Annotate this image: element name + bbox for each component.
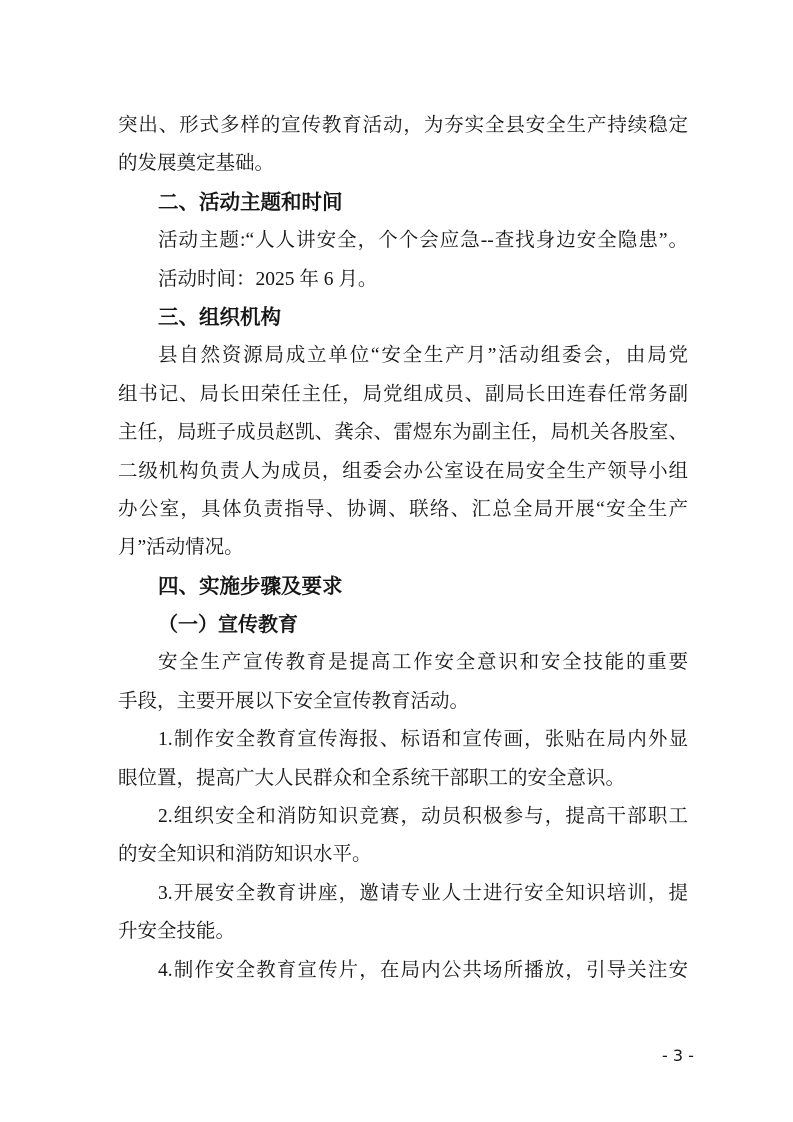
- doc-text-line: 县自然资源局成立单位“安全生产月”活动组委会，由局党: [158, 345, 688, 367]
- doc-text-line: 二级机构负责人为成员，组委会办公室设在局安全生产领导小组: [118, 460, 688, 482]
- doc-text-line: 手段，主要开展以下安全宣传教育活动。: [118, 690, 470, 712]
- heading-section-4: 四、实施步骤及要求: [158, 574, 343, 598]
- doc-text-line: 活动主题:“人人讲安全，个个会应急--查找身边安全隐患”。: [158, 230, 688, 252]
- doc-text-line: 月”活动情况。: [118, 537, 244, 559]
- doc-text-line: 的发展奠定基础。: [118, 153, 275, 175]
- heading-section-3: 三、组织机构: [158, 305, 281, 329]
- doc-text-line: 1.制作安全教育宣传海报、标语和宣传画，张贴在局内外显: [158, 729, 688, 751]
- doc-text-line: 的安全知识和消防知识水平。: [118, 844, 372, 866]
- doc-text-line: 3.开展安全教育讲座，邀请专业人士进行安全知识培训，提: [158, 882, 688, 904]
- doc-text-line: 4.制作安全教育宣传片，在局内公共场所播放，引导关注安: [158, 959, 688, 981]
- doc-text-line: 突出、形式多样的宣传教育活动，为夯实全县安全生产持续稳定: [118, 115, 688, 136]
- doc-text-line: 主任，局班子成员赵凯、龚余、雷煜东为副主任，局机关各股室、: [118, 422, 688, 444]
- doc-text-line: 组书记、局长田荣任主任，局党组成员、副局长田连春任常务副: [118, 383, 688, 405]
- page-number: - 3 -: [662, 1046, 694, 1065]
- doc-text-line: 2.组织安全和消防知识竞赛，动员积极参与，提高干部职工: [158, 806, 688, 828]
- doc-text-line: 活动时间：2025 年 6 月。: [158, 268, 378, 290]
- document-body: [118, 107, 688, 990]
- doc-text-line: 眼位置，提高广大人民群众和全系统干部职工的安全意识。: [118, 767, 626, 789]
- heading-section-2: 二、活动主题和时间: [158, 190, 343, 214]
- doc-text-line: 办公室，具体负责指导、协调、联络、汇总全局开展“安全生产: [118, 498, 688, 520]
- doc-text-line: 升安全技能。: [118, 921, 236, 943]
- doc-text-line: 安全生产宣传教育是提高工作安全意识和安全技能的重要: [158, 652, 688, 674]
- heading-subsection-1: （一）宣传教育: [158, 614, 298, 637]
